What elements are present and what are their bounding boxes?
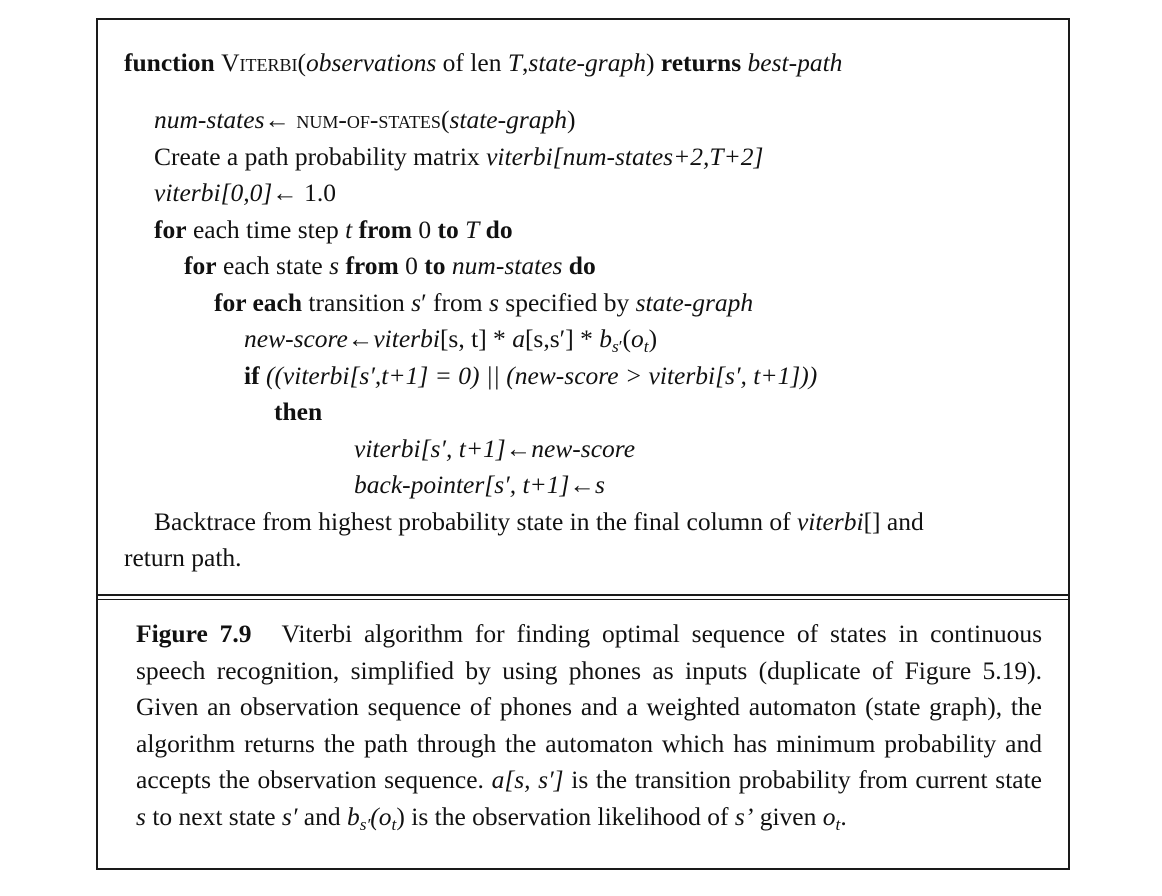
keyword-function: function [124,48,215,77]
keyword-for: for [184,251,217,280]
var-new-score: new-score [244,324,348,353]
function-name: Viterbi [221,48,298,77]
subscript: s [611,336,619,356]
divider [98,594,1068,596]
keyword-if: if [244,361,260,390]
line-text: return path. [124,543,242,572]
var-b: b [599,324,612,353]
expr-text: [s,s [524,324,560,353]
from-value: 0 [411,215,438,244]
assign-arrow: ← [347,324,374,353]
var-s: s [594,470,605,499]
var-s: s [411,288,422,317]
algo-line-11 [354,472,605,498]
keyword-do: do [568,251,596,280]
from-value: 0 [398,251,425,280]
prime: ′ [421,288,427,317]
algo-line-4 [154,217,513,243]
algo-line-5 [184,253,596,279]
caption-label: Figure 7.9 [136,619,252,648]
figure-frame [96,18,1070,870]
arg-state-graph: state-graph [635,288,754,317]
if-condition: ((viterbi[s′,t+1] = 0) || (new-score > viterbi[s′, t+1])) [265,361,818,390]
algo-line-8 [244,363,817,389]
fn-num-of-states: num-of-states [296,105,441,134]
algo-line-13 [124,545,242,571]
var-o: o [822,801,836,831]
paren-open: ( [622,324,632,353]
line-text: each state [216,251,330,280]
paren-open: ( [440,105,450,134]
algo-line-12 [154,509,924,535]
line-text: Create a path probability matrix [154,142,487,171]
keyword-to: to [424,251,446,280]
arg-T: T [507,48,523,77]
keyword-then: then [274,397,323,426]
subscript: t [643,336,649,356]
var-back-pointer: back-pointer[s′, t+1] [354,470,570,499]
keyword-for: for [154,215,187,244]
algo-line-1 [154,107,576,133]
var-s: s [329,251,340,280]
caption-text: to next state [145,801,282,831]
keyword-from: from [358,215,412,244]
expr-text: [s, t] * [439,324,513,353]
keyword-for-each: for each [214,288,303,317]
var-s-prime: s’ [734,801,754,831]
var-new-score: new-score [531,434,636,463]
paren-close: ) [567,105,576,134]
var-s-prime: s′ [281,801,298,831]
comma: , [522,48,529,77]
arg-state-graph: state-graph [528,48,646,77]
caption-text: is the observation likelihood of [404,801,735,831]
prime: ′ [618,336,623,356]
line-text: specified by [498,288,636,317]
caption-text: is the transition probability from current state [563,765,1042,795]
var-viterbi-next: viterbi[s′, t+1] [354,434,506,463]
var-viterbi: viterbi [796,507,864,536]
keyword-do: do [485,215,513,244]
caption-text: and [297,801,347,831]
var-a: a [512,324,525,353]
arg-observations: observations [305,48,437,77]
paren-close: ) [645,48,655,77]
figure-caption [136,616,1042,836]
line-text: Backtrace from highest probability state in the final column of [154,507,797,536]
var-a: a [491,765,505,795]
divider [98,599,1068,600]
var-viterbi: viterbi [373,324,440,353]
paren-open: ( [297,48,306,77]
var-b: b [347,801,360,831]
assign-arrow: ← [505,434,532,463]
period: . [840,801,847,831]
line-text: each time step [186,215,346,244]
algo-line-2 [154,144,763,170]
to-value: T [465,215,480,244]
arg-state-graph: state-graph [449,105,568,134]
keyword-to: to [437,215,459,244]
line-text: [] and [863,507,924,536]
keyword-returns: returns [660,48,742,77]
line-text: transition [302,288,412,317]
algo-line-6 [214,290,753,316]
to-value: num-states [451,251,563,280]
expr-text: [s, s′] [504,765,564,795]
var-viterbi-00: viterbi[0,0] [154,178,273,207]
var-num-states: num-states [154,105,265,134]
caption-text: given [753,801,823,831]
subscript: t [391,814,397,834]
keyword-from: from [345,251,399,280]
algo-line-7 [244,324,658,356]
assign-arrow: ← [569,470,595,499]
expr-text: (o [370,801,392,831]
value-1-0: 1.0 [304,178,337,207]
function-signature [124,50,842,76]
var-s: s [488,288,499,317]
var-o: o [631,324,644,353]
var-s: s [136,801,146,831]
algo-line-3 [154,180,336,206]
algo-line-10 [354,436,635,462]
paren-close: ) [648,324,658,353]
assign-arrow: ← [264,105,290,134]
paren-close: ) [396,801,405,831]
algo-line-9 [274,399,322,425]
arg-text: of len [436,48,508,77]
matrix-viterbi: viterbi[num-states+2,T+2] [486,142,764,171]
line-text: from [426,288,489,317]
subscript: s′ [359,814,371,834]
expr-text: ] * [565,324,600,353]
subscript: t [835,814,841,834]
return-best-path: best-path [747,48,843,77]
var-t: t [345,215,353,244]
algorithm-box [98,20,1068,594]
caption-text: Viterbi algorithm for finding optimal sequence of states in continuous speech recognition, simplified by using phones as inputs (duplicate of Figure 5.19). Given an observation sequence of phones and a weighted automaton (state graph), the algorithm returns the path through the automaton which has minimum probability and accepts the observation sequence. [136,619,1043,795]
prime: ′ [559,324,566,353]
assign-arrow: ← [272,178,298,207]
